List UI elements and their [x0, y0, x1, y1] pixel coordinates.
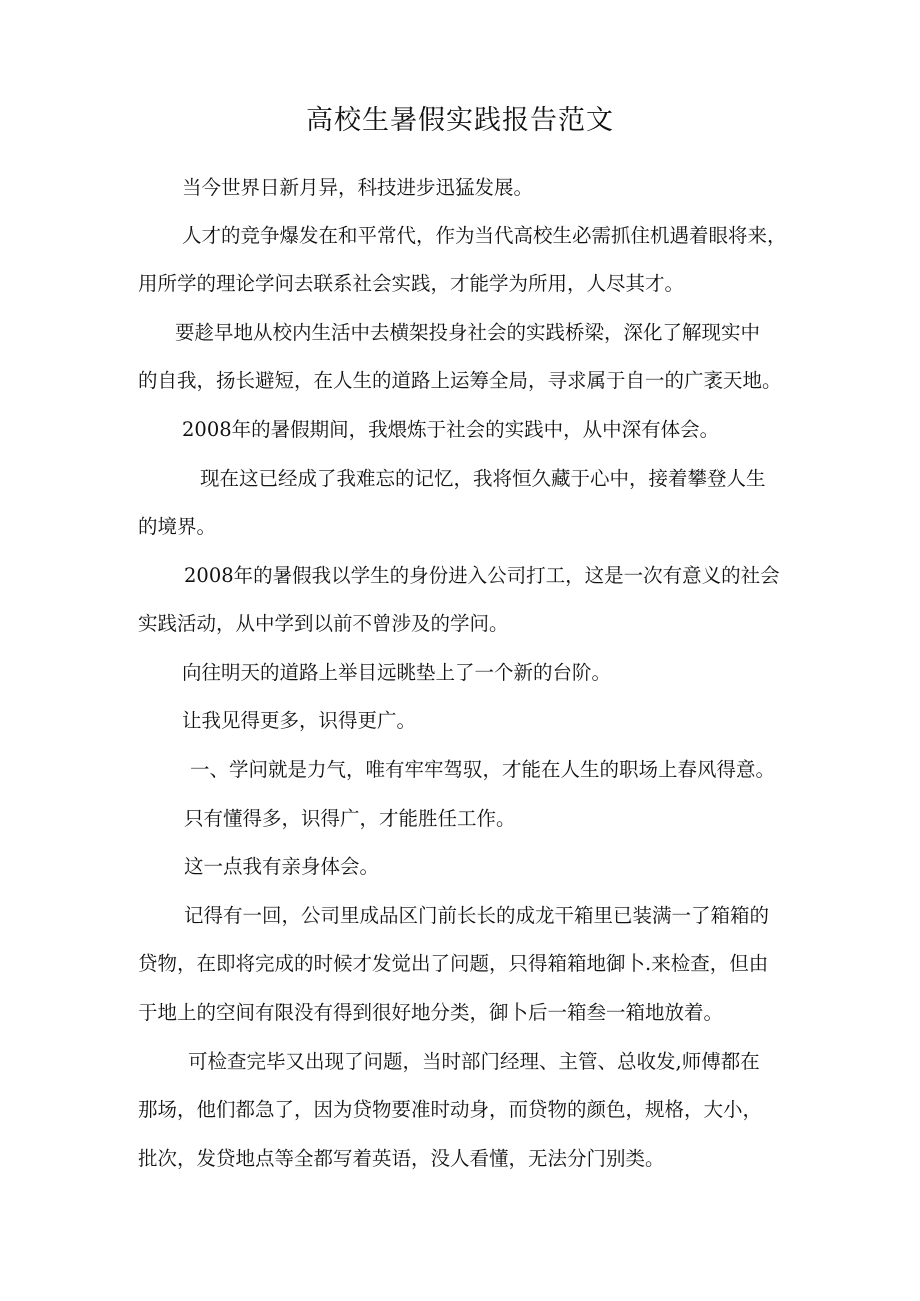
paragraph-line: 的境界。 — [138, 515, 217, 538]
paragraph-line: 用所学的理论学问去联系社会实践，才能学为所用，人尽其才。 — [138, 272, 685, 295]
paragraph-line: 那场，他们都急了，因为贷物要准时动身，而贷物的颜色，规格，大小， — [138, 1098, 763, 1121]
paragraph-line: 当今世界日新月异，科技进步迅猛发展。 — [182, 176, 534, 199]
paragraph-line: 2008年的暑假期间，我煨炼于社会的实践中，从中深有体会。 — [182, 418, 720, 441]
paragraph-line: 批次，发贷地点等全都写着英语，没人看懂，无法分门别类。 — [138, 1147, 665, 1170]
paragraph-line: 人才的竞争爆发在和平常代，作为当代高校生必需抓住机遇着眼将来， — [182, 224, 787, 247]
paragraph-line: 一、学问就是力气，唯有牢牢驾驭，才能在人生的职场上春风得意。 — [190, 758, 776, 781]
paragraph-line: 只有懂得多，识得广，才能胜任工作。 — [184, 807, 516, 830]
paragraph-line: 要趁早地从校内生活中去横架投身社会的实践桥梁，深化了解现实中 — [175, 321, 761, 344]
paragraph-line: 于地上的空间有限没有得到很好地分类，御卜后一箱叁一箱地放着。 — [138, 1001, 724, 1024]
paragraph-line: 的自我，扬长避短，在人生的道路上运筹全局，寻求属于自一的广袤天地。 — [138, 369, 782, 392]
paragraph-line: 让我见得更多，识得更广。 — [182, 709, 417, 732]
paragraph-line: 可检查完毕又出现了问题，当时部门经理、主管、总收发,师傅都在 — [188, 1050, 760, 1073]
paragraph-line: 2008年的暑假我以学生的身份进入公司打工，这是一次有意义的社会 — [184, 564, 780, 587]
paragraph-line: 贷物，在即将完成的时候才发觉出了问题，只得箱箱地御卜.来检查，但由 — [138, 952, 769, 975]
document-title: 高校生暑假实践报告范文 — [306, 105, 614, 136]
paragraph-line: 向往明天的道路上举目远眺垫上了一个新的台阶。 — [182, 661, 612, 684]
paragraph-line: 现在这已经成了我难忘的记忆，我将恒久藏于心中，接着攀登人生 — [200, 467, 766, 490]
paragraph-line: 实践活动，从中学到以前不曾涉及的学问。 — [138, 612, 509, 635]
paragraph-line: 记得有一回，公司里成品区门前长长的成龙干箱里已装满一了箱箱的 — [184, 904, 770, 927]
paragraph-line: 这一点我有亲身体会。 — [184, 855, 380, 878]
